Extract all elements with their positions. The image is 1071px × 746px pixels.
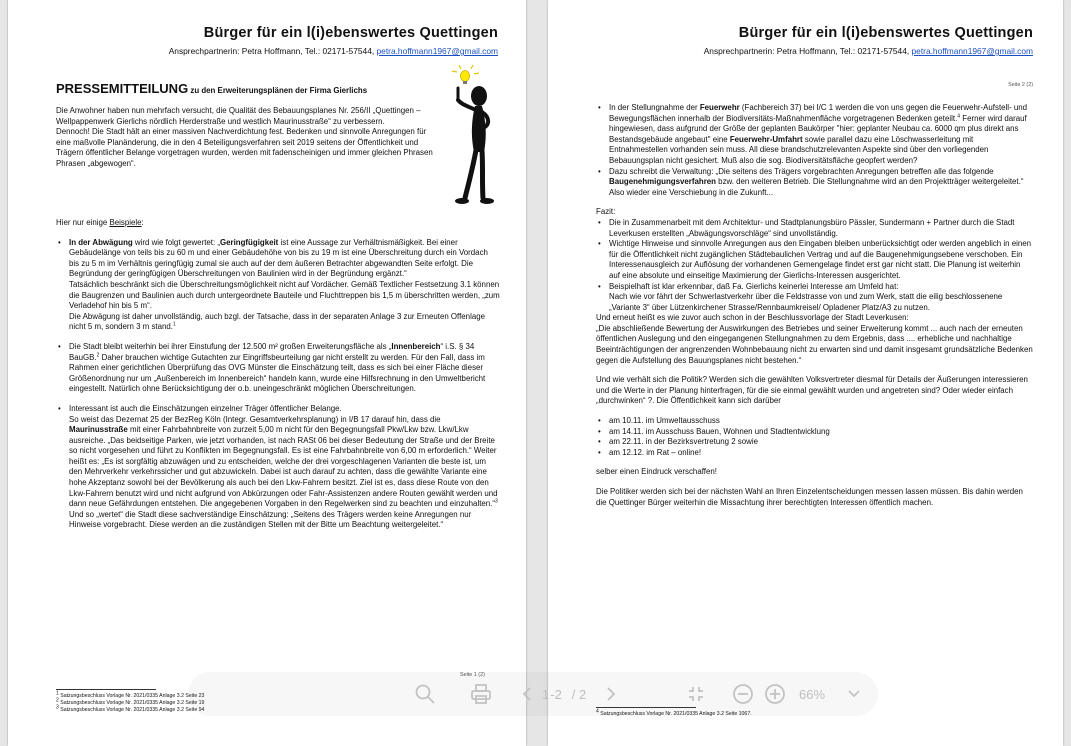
fazit-list [596,218,1033,313]
paragraph: Nach wie vor fährt der Schwerlastverkehr über die Feldstrasse von und zum Werk, statt die eilig beschlossenene „Variante 3“ über Lützenkirchener Strasse/Rennbaumkreisel/ Opladener Platz/A3 zu nutzen. [609,292,1003,312]
date-item: am 22.11. in der Bezirksvertretung 2 sowie [609,437,758,447]
footnote-number: 4 [596,708,599,715]
footnote-ref: 2 [96,351,100,358]
previous-page-button[interactable] [522,672,532,716]
bold-text: Geringfügigkeit [220,237,279,247]
examples-list [56,238,500,531]
print-icon [470,683,492,705]
list-item [56,404,500,531]
email-link[interactable]: petra.hoffmann1967@gmail.com [376,46,498,56]
list-item [596,103,1033,167]
examples-prefix: Hier nur einige [56,218,110,227]
quote: „Die abschließende Bewertung der Auswirkungen des Betriebes und seiner Erweiterung kommt ... auch nach der erneuten öffentlichen Auslegung und den eingegangenen Stellungnahmen zu dem Ergebnis, dass .... erhebliche und nachhaltige Beeinträchtigungen der angrenzenden Wohnbebauung nicht zu erwarten sind und damit insgesamt grundsätzliche Bedenken gegen die Aufstellung des Bauungsplanes nicht bestehen.“ [596,323,1033,365]
chevron-down-icon [848,689,860,699]
contact-text: Ansprechpartnerin: Petra Hoffmann, Tel.: 02171-57544, [168,46,377,56]
bullet-icon: • [598,217,601,227]
contact-text: Ansprechpartnerin: Petra Hoffmann, Tel.: 02171-57544, [703,46,912,56]
footnote-text: Satzungsbeschluss Vorlage Nr. 2021/0335 Anlage 3.2 Seite 1067. [600,711,752,717]
page-number-secondary: -2 [550,686,562,702]
list-item [596,218,1033,239]
bullet-icon: • [58,237,61,247]
examples-suffix: : [141,218,144,227]
shrink-arrows-icon [686,684,706,704]
footnote-number: 3 [56,703,59,710]
bullet-icon: • [598,239,601,249]
letterhead-contact [169,46,498,56]
bold-text: In der Abwägung [69,237,133,247]
footnote-separator [56,689,156,690]
bullet-icon: • [598,447,601,457]
bullet-icon: • [598,166,601,176]
text: So weist das Dezernat 25 der BezReg Köln (Integr. Gesamtverkehrsplanung) in I/B 17 darauf hin, dass die [69,414,441,424]
text: Die Stadt bleibt weiterhin bei ihrer Einstufung der 12.500 m² großen Erweiterungsfläche als „ [69,341,392,351]
footnote-ref: 3 [495,498,498,505]
examples-intro [56,218,500,229]
zoom-in-button[interactable] [764,672,786,716]
heading-main: PRESSEMITTEILUNG [56,81,189,96]
footnote-text: Satzungsbeschluss Vorlage Nr. 2021/0335 Anlage 3.2 Seite 23 [60,693,205,699]
date-item: am 14.11. im Ausschuss Bauen, Wohnen und Stadtentwicklung [609,426,830,436]
next-page-button[interactable] [606,672,616,716]
text: “ i.S. § 34 BauGB. [69,341,475,362]
bold-text: Innenbereich [391,341,441,351]
date-item: am 10.11. im Umweltausschuss [609,416,720,426]
text: mit einer Fahrbahnbreite von zurzeit 5,00 m nicht für den Begegnungsfall Pkw/Lkw bzw. Lkw/Lkw ausreiche. „Das beidseitige Parken, wie jetzt vorhanden, ist nach RASt 06 bei dieser Bedeutung der Straße und der Breite so nicht vorgesehen und führt zu Konflikten im Begegnungsfall. Es ist eine Fahrbahnbreite von 6,00 m erforderlich.“ Weiter heißt es: „Es ist sorgfältig abzuwägen und zu entscheiden, welche der drei vorgeschlagenen Varianten die beste ist, um den Mehrverkehr verkehrssicher und gut abzuwickeln. Dabei ist auch darauf zu achten, dass die gewählte Variante eine hohe Akzeptanz sowohl bei der Bevölkerung als auch bei den Lkw-Fahrern besitzt. Ziel ist es, dass diese Route von den Lkw-Fahrern benutzt wird und nicht aufgrund von Abkürzungen oder Fahr-Assistenzen andere Routen gewählt werden und dann neue Gefährdungen entstehen. Die angegebenen Vorgaben in den Regelwerken sind zu beachten und einzuhalten.“ [69,425,498,509]
bullet-icon: • [598,103,601,112]
heading-subtitle: zu den Erweiterungsplänen der Firma Gierlichs [188,86,368,95]
page-indicator [542,672,586,716]
list-item [596,416,1033,427]
page-total: / 2 [571,686,587,702]
footnote-2 [56,697,205,707]
text: sowie parallel dazu eine Löschwasserleitung mit Entnahmestellen vorhanden sein muss. All diese brandschutzrelevanten Aspekte sind über den vorliegenden Bebauungsplan nicht gesichert. Muß also die sog. Biodiversitätsfläche geopfert werden? [609,134,989,165]
fazit-heading: Fazit: [596,207,616,217]
intro-paragraph-2: Dennoch! Die Stadt hält an einer massiven Nachverdichtung fest. Bedenken und sinnvolle Anregungen für eine maßvolle Planänderung, die in den 4 Beteiligungsverfahren seit 2019 seitens der Öffentlichkeit und Trägern öffentlicher Belange vorgetragen wurden, werden mit fadenscheinigen und immer gleichen Phrasen Phrasen „abgewogen“. [56,127,433,168]
bold-text: Feuerwehr [699,103,740,112]
footnote-ref: 4 [957,112,961,119]
paragraph: Wichtige Hinweise und sinnvolle Anregungen aus den Eingaben bleiben unberücksichtigt oder werden angeblich in einen für die Öffentlichkeit nicht zugänglichen Städtebaulichen Vertrag und auf die Baugenehmigungsebene verschoben. Ein Interessenausgleich zur Auflösung der vorhandenen Gemengelage findet erst gar nicht statt. Die Planung ist weiterhin auf eine absolute und einseitige Maximierung der Gierlichs-Interessen ausgerichtet. [609,239,1031,280]
text: wird wie folgt gewertet: „ [132,237,220,247]
fit-page-button[interactable] [686,672,706,716]
list-item [596,239,1033,281]
politics-paragraph: Und wie verhält sich die Politik? Werden sich die gewählten Volksvertreter diesmal für Details der Äußerungen interessieren und die Werte in der Planung hinterfragen, für die sie einmal gewählt wurden und angetreten sind? Oder wieder einfach „durchwinken“ ?. Die Öffentlichkeit kann sich darüber [596,375,1028,406]
footnotes [56,690,205,713]
paragraph: Tatsächlich beschränkt sich die Überschreitungsmöglichkeit nicht auf Vordächer. Gemäß Textlicher Festsetzung 3.1 können die Baugrenzen und Baulinien auch durch untergeordnete Bauteile und Fluchttreppen bis 1,5 m überschritten werden, „zum Verladehof hin bis 5 m“. [69,279,500,311]
zoom-out-button[interactable] [732,672,754,716]
footnote-ref: 1 [172,321,176,328]
viewer-toolbar [188,672,878,716]
text: In der Stellungnahme der [609,103,700,112]
text: Die Abwägung ist daher unvollständig, auch bzgl. der Tatsache, dass in der separaten Anlage 3 zur Erneuten Offenlage nicht 5 m, sondern 3 m stand. [69,311,485,332]
page1-body [56,218,500,531]
footnote-text: Satzungsbeschluss Vorlage Nr. 2021/0335 Anlage 3.2 Seite 19 [60,699,205,706]
bullet-icon: • [598,437,601,447]
press-release-heading [56,81,367,96]
text: Ferner wird darauf hingewiesen, dass aufgrund der Größe der geplanten Baukörper "hier: geplanter Neubau ca. 6000 qm plus direkt ans Bestandsgebäude angebaut" eine [609,113,1027,144]
text: Dazu schreibt die Verwaltung: „Die seitens des Trägers vorgebrachten Anregungen betreffen alle das folgende [609,166,994,176]
zoom-level[interactable]: 66% [799,686,826,702]
self-impression: selber einen Eindruck verschaffen! [596,467,717,477]
list-item [596,282,1033,314]
list-item [596,167,1033,199]
letterhead-title: Bürger für ein l(i)ebenswertes Quettingen [738,25,1033,41]
letterhead-contact [704,46,1033,56]
text: bzw. den weiteren Betrieb. Die Stellungnahme wird an den Projektträger weitergeleitet.“ Also wieder eine Verschiebung in die Zukunft... [609,177,1024,197]
page-number-input[interactable]: 1 [542,686,550,702]
paragraph: Die in Zusammenarbeit mit dem Architektur- und Stadtplanungsbüro Pässler, Sundermann + Partner durch die Stadt Leverkusen erstellten „Abwägungsvorschläge“ sind unvollständig. [609,217,1015,238]
idea-figure-illustration [449,62,501,208]
date-item: am 12.12. im Rat – online! [609,447,702,457]
plus-circle-icon [764,683,786,705]
bullet-icon: • [58,341,61,351]
examples-underlined: Beispiele [109,218,142,227]
bullet-icon: • [598,426,601,436]
bullet-icon: • [598,416,601,426]
print-button[interactable] [470,672,492,716]
bullet-icon: • [598,281,601,291]
bold-text: Baugenehmigungsverfahren [609,177,716,187]
dates-list [596,416,1033,458]
search-icon [414,683,436,705]
list-item [56,342,500,395]
search-button[interactable] [414,672,436,716]
intro-paragraph-1: Die Anwohner haben nun mehrfach versucht, die Qualität des Bebauungsplanes Nr. 256/II „Quettingen – Wellpappenwerk Gierlichs nördlich Herderstraße und westlich Maurinusstraße“ zu verbessern. [56,106,421,126]
bullet-icon: • [58,403,61,413]
page2-body [596,103,1033,508]
footnote-number: 2 [56,697,59,704]
document-page-1 [8,0,526,746]
closing-paragraph: Die Politiker werden sich bei der nächsten Wahl an Ihren Einzelentscheidungen messen lassen müssen. Bis dahin werden die Quettinger Bürger weiterhin die Missachtung ihrer berechtigten Interessen öffentlich machen. [596,487,1023,507]
paragraph: Beispielhaft ist klar erkennbar, daß Fa. Gierlichs keinerlei Interesse am Umfeld hat: [609,281,899,291]
paragraph: Und so „wertet“ die Stadt diese sachverständige Einschätzung: „Seitens des Trägers werden keine Anregungen nur Hinweise vorgebracht. Diese werden an die zuständigen Stellen mit der Bitte um Beachtung weitergeleitet.“ [69,509,472,530]
footnote-number: 1 [56,690,59,697]
bold-text: Maurinusstraße [69,425,128,435]
bold-text: Feuerwehr-Umfahrt [729,134,803,144]
paragraph: Interessant ist auch die Einschätzungen einzelner Träger öffentlicher Belange. [69,403,342,413]
footnote-3 [56,703,205,714]
page-number: Seite 2 (2) [1008,82,1033,88]
footnote-text: Satzungsbeschluss Vorlage Nr. 2021/0335 Anlage 3.2 Seite 94 [60,706,205,713]
document-page-2 [548,0,1063,746]
footnote-1 [56,690,205,700]
remarks-list [596,103,1033,198]
letterhead-title: Bürger für ein l(i)ebenswertes Quettingen [203,25,498,41]
repeat-intro: Und erneut heißt es wie zuvor auch schon in der Beschlussvorlage der Stadt Leverkusen: [596,313,909,323]
intro-text [56,106,441,170]
zoom-dropdown-button[interactable] [848,672,860,716]
list-item [596,437,1033,448]
list-item [596,427,1033,438]
text: Daher brauchen wichtige Gutachten zur Eingriffsbeurteilung gar nicht erstellt zu werden. Für den Fall, dass im Rahmen einer gerichtlichen Überprüfung das OVG Münster die Einschätzung teilt, dass es sich bei einer Fläche dieser Größenordnung nur um „Außenbereich im Innenbereich“ handeln kann, wurde eine Hilfsrechnung in den Umweltbericht eingestellt. Natürlich ohne Berücksichtigung der o.b. uneingeschränkt möglichen Überschreitungen. [69,352,486,394]
chevron-right-icon [606,687,616,701]
email-link[interactable]: petra.hoffmann1967@gmail.com [911,46,1033,56]
text: (Fachbereich 37) bei I/C 1 werden die von uns gegen die Feuerwehr-Aufstell- und Bewegungsflächen innerhalb der Biodiversitäts-Maßnahmenfläche vorgetragenen Bedenken geteilt. [609,103,1028,123]
text: ist eine Aussage zur Verhältnismäßigkeit. Bei einer Gebäudelänge von teils bis zu 60 m und einer Gebäudehöhe von bis zu 19 m ist eine Überschreitung durch ein Vordach bis zu 5 m im Verhältnis geringfügig zumal sie auch auf der dem äußeren Betrachter abgewandten Seite erfolgt. Die Begründung der geringfügigen Überschreitungen von Baulinien wird in der Begründung ergänzt.“ [69,237,488,279]
page-number: Seite 1 (2) [460,672,485,678]
minus-circle-icon [732,683,754,705]
chevron-left-icon [522,687,532,701]
list-item [56,238,500,333]
list-item [596,448,1033,459]
